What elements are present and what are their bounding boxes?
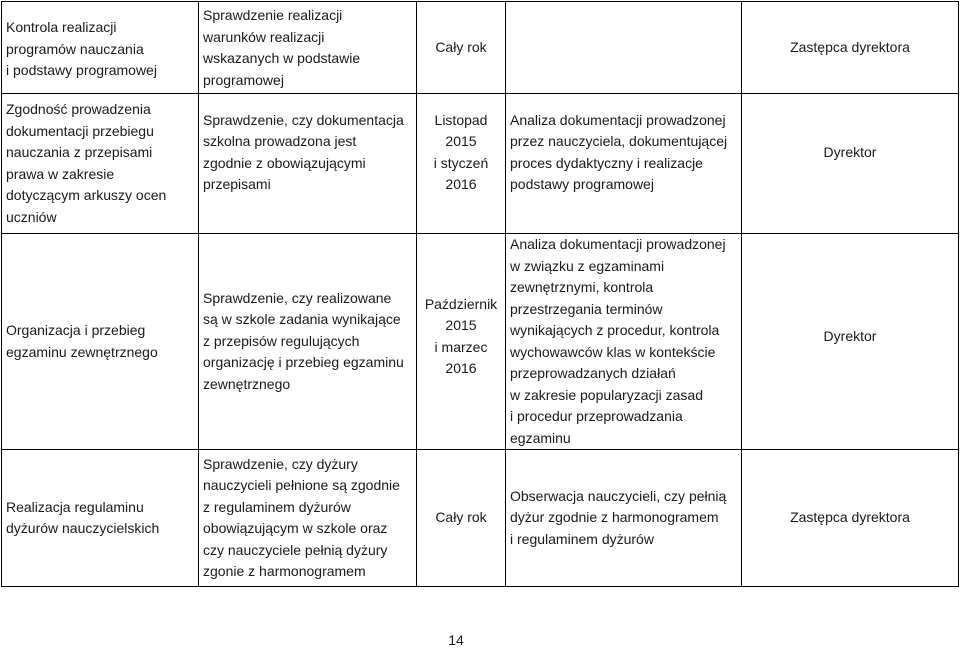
term-cell — [417, 234, 506, 450]
form-line: w związku z egzaminami — [510, 257, 665, 274]
term-line: Październik — [424, 295, 498, 312]
task-line: wskazanych w podstawie — [203, 50, 361, 66]
form-cell — [506, 234, 742, 450]
term-line: Listopad — [434, 111, 488, 128]
table-row — [2, 450, 959, 587]
term-line: Cały rok — [435, 509, 487, 526]
form-line: i regulaminem dyżurów — [510, 530, 654, 547]
responsible-line: Dyrektor — [823, 327, 877, 344]
task-line: zgodnie z obowiązującymi — [203, 154, 366, 171]
term-cell — [417, 2, 506, 94]
area-line: egzaminu zewnętrznego — [6, 343, 158, 360]
area-line: dotyczącym arkuszy ocen — [6, 187, 167, 203]
area-line: uczniów — [6, 208, 57, 225]
area-line: Zgodność prowadzenia — [6, 101, 151, 117]
form-line: wynikających z procedur, kontrola — [510, 322, 720, 338]
task-line: są w szkole zadania wynikające — [203, 311, 401, 328]
task-line: Sprawdzenie, czy dokumentacja — [203, 111, 404, 128]
form-line: przez nauczyciela, dokumentującej — [510, 133, 728, 149]
task-cell — [199, 450, 417, 587]
form-line: podstawy programowej — [510, 176, 654, 192]
inspection-plan-body — [2, 2, 959, 587]
table-row — [2, 234, 959, 450]
form-line: przestrzegania terminów — [510, 300, 663, 317]
form-line: zewnętrznymi, kontrola — [510, 279, 654, 295]
task-line: warunków realizacji — [203, 28, 325, 45]
area-cell — [2, 94, 199, 234]
form-line: egzaminu — [510, 429, 571, 446]
area-line: prawa w zakresie — [6, 165, 115, 182]
responsible-line: Dyrektor — [823, 143, 877, 160]
task-line: zewnętrznego — [203, 375, 291, 392]
area-line: i podstawy programowej — [6, 62, 157, 79]
task-line: szkolna prowadzona jest — [203, 133, 357, 149]
term-line: 2016 — [445, 360, 477, 376]
term-line: 2015 — [445, 317, 477, 333]
table-row — [2, 94, 959, 234]
form-line: Analiza dokumentacji prowadzonej — [510, 111, 726, 128]
task-line: nauczycieli pełnione są zgodnie — [203, 477, 400, 493]
term-line: i styczeń — [433, 154, 489, 171]
responsible-cell — [742, 450, 959, 587]
form-line: Obserwacja nauczycieli, czy pełnią — [510, 487, 727, 504]
task-line: zgonie z harmonogramem — [203, 563, 366, 579]
responsible-cell — [742, 234, 959, 450]
area-line: Kontrola realizacji — [6, 19, 117, 36]
area-line: programów nauczania — [6, 40, 144, 57]
task-line: przepisami — [203, 176, 271, 192]
area-line: Realizacja regulaminu — [6, 498, 144, 515]
form-line: przeprowadzanych działań — [510, 365, 676, 381]
area-line: dyżurów nauczycielskich — [6, 520, 160, 536]
task-line: z regulaminem dyżurów — [203, 498, 351, 515]
task-line: Sprawdzenie, czy dyżury — [203, 455, 358, 472]
area-line: dokumentacji przebiegu — [6, 122, 154, 139]
task-line: obowiązującym w szkole oraz — [203, 520, 388, 536]
responsible-line: Zastępca dyrektora — [790, 38, 910, 55]
responsible-line: Zastępca dyrektora — [790, 509, 910, 526]
term-line: 2016 — [445, 176, 477, 192]
task-line: organizację i przebieg egzaminu — [203, 354, 404, 371]
term-line: i marzec — [434, 338, 488, 355]
form-cell — [506, 450, 742, 587]
task-line: czy nauczyciele pełnią dyżury — [203, 541, 388, 558]
form-cell — [506, 94, 742, 234]
responsible-cell — [742, 94, 959, 234]
area-cell — [2, 2, 199, 94]
table-row — [2, 2, 959, 94]
area-line: Organizacja i przebieg — [6, 322, 146, 338]
form-line: w zakresie popularyzacji zasad — [510, 386, 703, 403]
page-number: 14 — [448, 632, 464, 648]
form-line: i procedur przeprowadzania — [510, 408, 683, 424]
form-line: wychowawców klas w kontekście — [510, 343, 716, 360]
task-line: programowej — [203, 71, 284, 88]
term-line: Cały rok — [435, 38, 487, 55]
term-cell — [417, 450, 506, 587]
form-line: proces dydaktyczny i realizacje — [510, 154, 703, 171]
task-line: Sprawdzenie realizacji — [203, 7, 343, 23]
area-line: nauczania z przepisami — [6, 144, 153, 160]
task-cell — [199, 234, 417, 450]
form-cell — [506, 2, 742, 94]
task-cell — [199, 2, 417, 94]
responsible-cell — [742, 2, 959, 94]
task-line: Sprawdzenie, czy realizowane — [203, 289, 392, 306]
task-line: z przepisów regulujących — [203, 332, 360, 349]
task-cell — [199, 94, 417, 234]
form-line: Analiza dokumentacji prowadzonej — [510, 236, 726, 252]
term-cell — [417, 94, 506, 234]
form-line: dyżur zgodnie z harmonogramem — [510, 509, 719, 526]
inspection-plan-table — [1, 1, 959, 587]
term-line: 2015 — [445, 133, 477, 149]
area-cell — [2, 450, 199, 587]
area-cell — [2, 234, 199, 450]
